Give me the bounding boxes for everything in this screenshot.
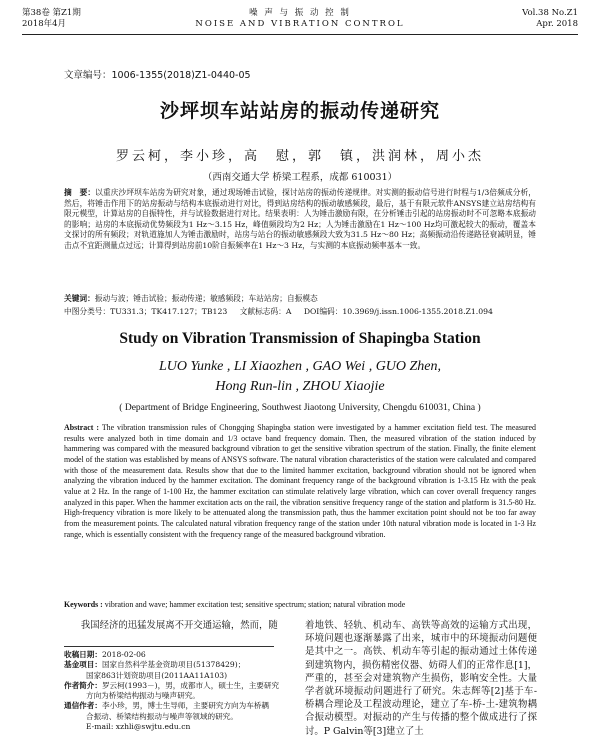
authors-en-line2: Hong Run-lin , ZHOU Xiaojie <box>215 379 385 394</box>
received-label: 收稿日期： <box>64 650 102 659</box>
fund-line-2: 国家863计划资助项目(2011AA11A103) <box>86 670 228 680</box>
title-en: Study on Vibration Transmission of Shapingba Station <box>119 330 481 347</box>
header-center <box>22 8 578 30</box>
document-code: 文献标志码：A <box>239 307 292 316</box>
volume-issue: 第38卷 第Z1期 <box>22 8 81 18</box>
authors-en-line1: LUO Yunke , LI Xiaozhen , GAO Wei , GUO Zhen, <box>158 359 442 374</box>
doi: DOI编码：10.3969/j.issn.1006-1355.2018.Z1.094 <box>303 307 493 316</box>
running-header <box>22 6 578 36</box>
header-rule <box>22 34 578 35</box>
volume-issue-en: Vol.38 No.Z1 <box>522 8 578 18</box>
author-label: 作者简介： <box>64 680 102 690</box>
header-right <box>522 8 578 30</box>
footnote-fund <box>64 660 289 670</box>
keywords-cn <box>64 293 536 304</box>
abstract-cn-text: 以重庆沙坪坝车站房为研究对象，通过现场锤击试验，探讨站房的振动传递规律。对实测的振动信号进行时程与1/3倍频成分析，然后，将锤击作用下的站房振动与结构本底振动进行对比，得到站房结构的振动敏感频段，最后，基于有限元软件ANSYS建立站房结构有限元模型，计算站房的自振特性，并与试验数据进行对比。结果表明：人为锤击激励有限，在分析锤击引起的站房振动时不可忽略本底振动的影响；站房的本底振动优势频段为1 Hz～3.15 Hz，峰值频段均为2 Hz；人为锤击激励在1 Hz～100 Hz均可激起较大的振动，覆盖本文探讨的所有频段；对轨道施加人为锤击激励时，站房与站台的振动敏感频段大致为31.5 Hz～80 Hz；高频振动沿传递路径衰减明显，锤击点不宜距测量点过远；计算得到站房前10阶自振频率在1 Hz～3 Hz，与实测的本底振动频率基本一致。 <box>64 188 536 250</box>
author-line-1: 罗云柯(1993－)，男，成都市人，硕士生，主要研究 <box>101 680 280 690</box>
footnote-rule <box>64 646 274 647</box>
clc-number: 中图分类号：TU331.3；TK417.127；TB123 <box>64 307 228 316</box>
footnote-received <box>64 650 289 660</box>
abstract-en <box>64 423 536 540</box>
article-number: 文章编号：1006-1355(2018)Z1-0440-05 <box>64 70 251 81</box>
abstract-cn <box>64 188 536 252</box>
journal-title-cn: 噪 声 与 振 动 控 制 <box>249 8 351 18</box>
journal-title-en: NOISE AND VIBRATION CONTROL <box>195 19 405 29</box>
abstract-cn-label: 摘 要： <box>64 188 96 197</box>
title-cn: 沙坪坝车站站房的振动传递研究 <box>159 100 440 122</box>
intro-paragraph-start: 我国经济的迅猛发展离不开交通运输，然而，随 <box>80 620 278 631</box>
keywords-cn-label: 关键词： <box>64 294 95 303</box>
authors-cn: 罗云柯，李小珍，高 慰，郭 镇，洪润林，周小杰 <box>115 149 484 164</box>
keywords-en <box>64 600 536 611</box>
body-left-column <box>64 619 289 732</box>
issue-date-en: Apr. 2018 <box>536 19 578 29</box>
corresponding-email: E-mail: xzhli@swjtu.edu.cn <box>86 722 191 732</box>
fund-line-1: 国家自然科学基金资助项目(51378429)； <box>101 660 246 670</box>
abstract-en-text: The vibration transmission rules of Chongqing Shapingba station were investigated by a hammer excitation field test. The measured results were analyzed both in time domain and 1/3 octave band frequency domain. Then, the measured vibration of the station induced by hammering was compared with the measured background vibration to get the sensitive vibration spectrum of the station. Finally, the finite element model of the station was established by means of ANSYS software. The natural vibration characteristics of the station were calculated and compared with those of the measurement data. Results show that due to the limited hammer excitation, background vibration should not be ignored when analyzing the vibration induced by the hammer excitation. The dominant frequency range of the background vibration is 1-3.15 Hz with the peak value at 2 Hz. In the range of 1-100 Hz, the hammer excitation can stimulate relatively large vibration, which can cover overall frequency ranges analyzed in this paper. When the hammer excitation acts on the rail, the vibration sensitive frequency range of the station and platform is 31.5-80 Hz. High-frequency vibration is more likely to be attenuated along the transmission path, thus the hammer excitation point should not be too far away from the measurement points. The calculated natural vibration frequency range of the station under 10th natural vibration mode is located in 1-3 Hz range, which is essentially consistent with the frequency range of the measured background vibration. <box>64 423 536 539</box>
keywords-cn-text: 振动与波；锤击试验；振动传递；敏感频段；车站站房；自振模态 <box>94 294 318 303</box>
issue-date: 2018年4月 <box>22 19 67 29</box>
affiliation-en: ( Department of Bridge Engineering, Southwest Jiaotong University, Chengdu 610031, China ) <box>119 403 481 413</box>
abstract-en-label: Abstract : <box>64 423 99 432</box>
authors-en <box>80 357 520 397</box>
keywords-en-text: vibration and wave; hammer excitation test; sensitive spectrum; station; natural vibration mode <box>104 600 406 609</box>
classification-line <box>64 306 536 317</box>
footnote-corresponding <box>64 701 289 711</box>
corresponding-label: 通信作者： <box>64 701 102 711</box>
keywords-en-label: Keywords : <box>64 600 103 609</box>
fund-label: 基金项目： <box>64 660 102 670</box>
corresponding-line-1: 李小珍，男，博士生导师，主要研究方向为车桥耦 <box>101 701 270 711</box>
body-right-column: 着地铁、轻轨、机动车、高铁等高效的运输方式出现，环境问题也逐渐暴露了出来，城市中的环境振动问题便是其中之一。高铁、机动车等引起的振动通过土体传递到建筑物内，损伤精密仪器、妨碍人们的正常作息[1]，严重的，甚至会对建筑物产生损伤，影响安全性。大量学者就环境振动问题进行了研究。朱志辉等[2]基于车-桥耦合理论及工程波动理论，建立了车-桥-土-建筑物耦合振动模型。对振动的产生与传播的整个做成进行了探讨。P Galvin等[3]建立了土 <box>305 620 537 737</box>
corresponding-line-2: 合振动、桥梁结构振动与噪声等领域的研究。 <box>86 711 238 721</box>
received-date: 2018-02-06 <box>101 650 146 659</box>
footnote-author <box>64 681 289 691</box>
affiliation-cn: （西南交通大学 桥梁工程系，成都 610031） <box>202 172 398 183</box>
author-line-2: 方向为桥梁结构振动与噪声研究。 <box>86 691 200 701</box>
